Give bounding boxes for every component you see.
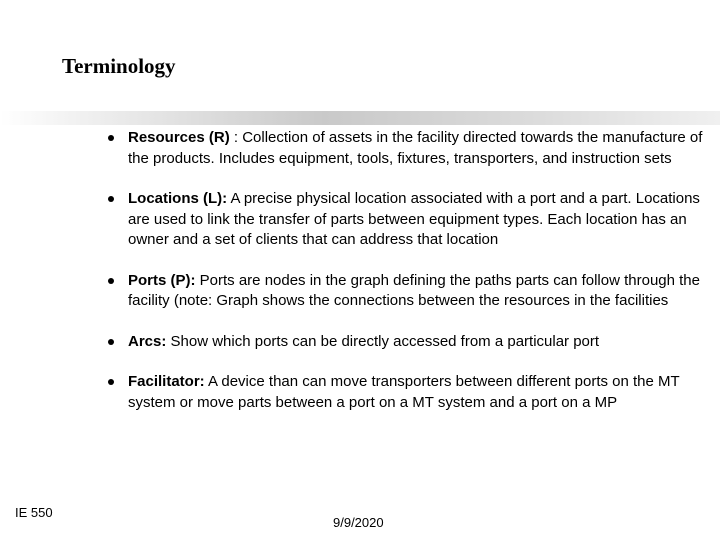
term-label: Arcs:: [128, 332, 167, 350]
title-divider: [0, 111, 720, 125]
term-definition: A precise physical location associated with a port and a part. Locations are used to link the transfer of parts between equipment types. Each location has an owner and a set of clients that can address that location: [128, 190, 700, 248]
term-definition: A device than can move transporters between different ports on the MT system or move parts between a port on a MT system and a port on a MP: [128, 373, 680, 411]
term-label: Ports (P):: [128, 271, 196, 289]
list-item-resources: [102, 128, 712, 169]
bullet-icon: [108, 135, 114, 141]
list-item-locations: [102, 189, 712, 251]
bullet-icon: [108, 379, 114, 385]
term-definition: Show which ports can be directly accessed from a particular port: [166, 332, 600, 350]
term-definition: : Collection of assets in the facility directed towards the manufacture of the products. Includes equipment, tools, fixtures, transporters, and instruction sets: [128, 129, 703, 167]
term-label: Locations (L):: [128, 190, 228, 207]
bullet-list: [102, 128, 712, 433]
slide-date: 9/9/2020: [333, 515, 384, 530]
term-label: Resources (R): [128, 129, 230, 146]
list-item-ports: [102, 271, 712, 312]
list-item-facilitator: [102, 372, 712, 413]
term-definition: Ports are nodes in the graph defining the paths parts can follow through the facility (note: Graph shows the connections between the resources in the facilities: [128, 271, 700, 309]
slide-title: Terminology: [62, 54, 176, 78]
term-label: Facilitator:: [128, 373, 205, 390]
course-label: IE 550: [15, 505, 53, 520]
bullet-icon: [108, 339, 114, 345]
bullet-icon: [108, 278, 114, 284]
list-item-arcs: [102, 332, 712, 353]
bullet-icon: [108, 196, 114, 202]
